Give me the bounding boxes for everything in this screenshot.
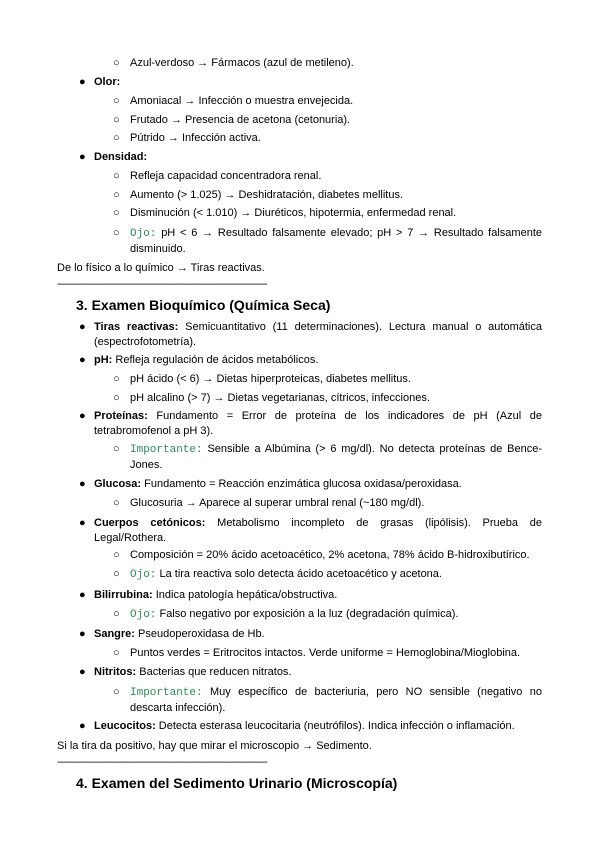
cuerpos-subitem: Composición = 20% ácido acetoacético, 2% acetona, 78% ácido B-hidroxibutírico. (130, 549, 530, 561)
proteinas-text: Fundamento = Error de proteína de los indicadores de pH (Azul de tetrabromofenol a pH 3). (94, 410, 542, 437)
densidad-label: Densidad: (94, 151, 148, 163)
transition-text: Si la tira da positivo, hay que mirar el microscopio → Sedimento. (57, 740, 372, 752)
olor-item: Amoniacal → Infección o muestra envejecida. (130, 95, 354, 107)
cuerpos-cetonicos-item (94, 516, 542, 546)
disc-bullet-icon: ● (79, 151, 86, 163)
densidad-ojo-note (130, 226, 542, 257)
disc-bullet-icon: ● (79, 478, 86, 490)
ph-label: pH: (94, 354, 113, 366)
disc-bullet-icon: ● (79, 720, 86, 732)
disc-bullet-icon: ● (79, 76, 86, 88)
proteinas-important-note (130, 442, 542, 473)
separator-line: ------------------------------------------------------------------------------------------ (57, 757, 267, 768)
disc-bullet-icon: ● (79, 628, 86, 640)
circle-bullet-icon: ○ (113, 443, 120, 455)
circle-bullet-icon: ○ (113, 373, 120, 385)
olor-item: Frutado → Presencia de acetona (cetonuria). (130, 114, 351, 126)
ojo-text: pH < 6 → Resultado falsamente elevado; pH > 7 → Resultado falsamente disminuido. (130, 227, 542, 255)
densidad-item: Aumento (> 1.025) → Deshidratación, diabetes mellitus. (130, 189, 404, 201)
tiras-label: Tiras reactivas: (94, 321, 179, 333)
leucocitos-text: Detecta esterasa leucocitaria (neutrófilos). Indica infección o inflamación. (158, 720, 515, 732)
important-keyword: Importante: (130, 444, 203, 456)
olor-label: Olor: (94, 76, 121, 88)
circle-bullet-icon: ○ (113, 114, 120, 126)
important-text: Sensible a Albúmina (> 6 mg/dl). No detecta proteínas de Bence-Jones. (130, 443, 542, 471)
sangre-item (94, 628, 265, 641)
circle-bullet-icon: ○ (113, 95, 120, 107)
sangre-text: Pseudoperoxidasa de Hb. (138, 628, 265, 640)
ojo-text: La tira reactiva solo detecta ácido acetoacético y acetona. (159, 568, 442, 580)
leucocitos-label: Leucocitos: (94, 720, 156, 732)
disc-bullet-icon: ● (79, 410, 86, 422)
color-item-azul: Azul-verdoso → Fármacos (azul de metileno). (130, 57, 354, 69)
tiras-text: Semicuantitativo (11 determinaciones). Lectura manual o automática (espectrofotometría). (94, 321, 542, 348)
nitritos-important-note (130, 685, 542, 716)
glucosa-text: Fundamento = Reacción enzimática glucosa oxidasa/peroxidasa. (144, 478, 462, 490)
ph-item (94, 354, 318, 367)
ph-subitem: pH ácido (< 6) → Dietas hiperproteicas, diabetes mellitus. (130, 373, 411, 385)
circle-bullet-icon: ○ (113, 549, 120, 561)
disc-bullet-icon: ● (79, 517, 86, 529)
separator-line: ------------------------------------------------------------------------------------------ (57, 279, 267, 290)
disc-bullet-icon: ● (79, 666, 86, 678)
circle-bullet-icon: ○ (113, 170, 120, 182)
section-4-heading: 4. Examen del Sedimento Urinario (Microscopía) (76, 775, 398, 791)
circle-bullet-icon: ○ (113, 189, 120, 201)
leucocitos-item (94, 720, 515, 733)
section-3-heading: 3. Examen Bioquímico (Química Seca) (76, 297, 331, 313)
sangre-label: Sangre: (94, 628, 135, 640)
disc-bullet-icon: ● (79, 321, 86, 333)
disc-bullet-icon: ● (79, 589, 86, 601)
disc-bullet-icon: ● (79, 354, 86, 366)
circle-bullet-icon: ○ (113, 497, 120, 509)
ph-subitem: pH alcalino (> 7) → Dietas vegetarianas, cítricos, infecciones. (130, 392, 430, 404)
sangre-subitem: Puntos verdes = Eritrocitos intactos. Verde uniforme = Hemoglobina/Mioglobina. (130, 647, 521, 659)
circle-bullet-icon: ○ (113, 568, 120, 580)
circle-bullet-icon: ○ (113, 132, 120, 144)
ph-text: Refleja regulación de ácidos metabólicos. (115, 354, 319, 366)
nitritos-text: Bacterias que reducen nitratos. (139, 666, 292, 678)
bilirrubina-ojo-note (130, 608, 458, 622)
circle-bullet-icon: ○ (113, 608, 120, 620)
cuerpos-text: Metabolismo incompleto de grasas (lipólisis). Prueba de Legal/Rothera. (94, 517, 543, 544)
bilirrubina-item (94, 589, 337, 602)
nitritos-label: Nitritos: (94, 666, 137, 678)
important-text: Muy específico de bacteriuria, pero NO sensible (negativo no descarta infección). (130, 686, 542, 714)
ojo-keyword: Ojo: (130, 228, 157, 240)
glucosa-subitem: Glucosuria → Aparece al superar umbral renal (~180 mg/dl). (130, 497, 425, 509)
proteinas-item (94, 409, 542, 439)
cuerpos-ojo-note (130, 568, 442, 582)
circle-bullet-icon: ○ (113, 647, 120, 659)
densidad-item: Disminución (< 1.010) → Diuréticos, hipotermia, enfermedad renal. (130, 207, 457, 219)
tiras-reactivas-item (94, 320, 542, 350)
circle-bullet-icon: ○ (113, 207, 120, 219)
circle-bullet-icon: ○ (113, 686, 120, 698)
ojo-keyword: Ojo: (130, 609, 157, 621)
densidad-item: Refleja capacidad concentradora renal. (130, 170, 322, 182)
bilirrubina-text: Indica patología hepática/obstructiva. (155, 589, 338, 601)
ojo-keyword: Ojo: (130, 569, 157, 581)
glucosa-label: Glucosa: (94, 478, 142, 490)
bilirrubina-label: Bilirrubina: (94, 589, 153, 601)
olor-item: Pútrido → Infección activa. (130, 132, 261, 144)
circle-bullet-icon: ○ (113, 392, 120, 404)
circle-bullet-icon: ○ (113, 227, 120, 239)
important-keyword: Importante: (130, 687, 203, 699)
proteinas-label: Proteínas: (94, 410, 148, 422)
cuerpos-label: Cuerpos cetónicos: (94, 517, 206, 529)
transition-text: De lo físico a lo químico → Tiras reactivas. (57, 262, 265, 274)
circle-bullet-icon: ○ (113, 57, 120, 69)
glucosa-item (94, 478, 462, 491)
ojo-text: Falso negativo por exposición a la luz (degradación química). (159, 608, 459, 620)
nitritos-item (94, 666, 292, 679)
